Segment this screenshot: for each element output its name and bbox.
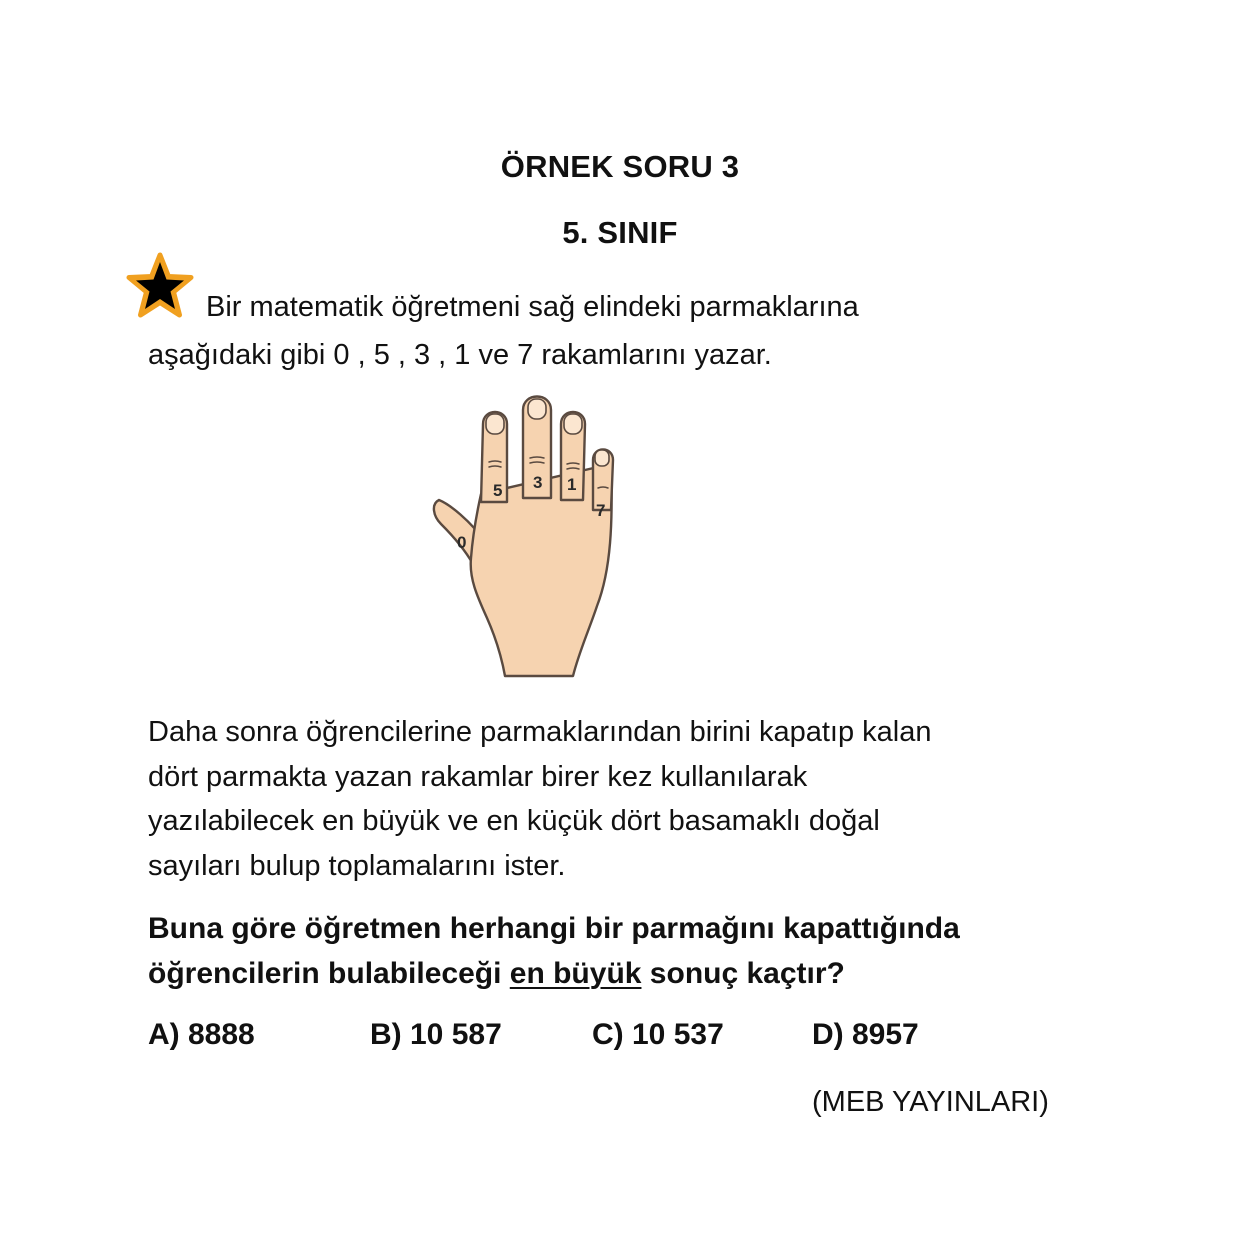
- question-segment: sonuç kaçtır?: [641, 956, 845, 990]
- grade-label: 5. SINIF: [562, 215, 678, 250]
- option-a[interactable]: A) 8888: [148, 1018, 255, 1051]
- paragraph-line: Daha sonra öğrencilerine parmaklarından birini kapatıp kalan: [148, 716, 932, 748]
- hand-illustration: [425, 392, 625, 682]
- source-label: (MEB YAYINLARI): [812, 1086, 1049, 1118]
- paragraph-line: dört parmakta yazan rakamlar birer kez kullanılarak: [148, 760, 808, 793]
- digit-ring: 1: [567, 475, 577, 494]
- digit-thumb: 0: [457, 533, 467, 552]
- answer-options: [148, 1018, 1108, 1062]
- paragraph-line: sayıları bulup toplamalarını ister.: [148, 849, 566, 882]
- question-segment: öğrencilerin bulabileceği: [148, 956, 510, 990]
- question-line: [148, 952, 1108, 997]
- digit-middle: 3: [533, 473, 543, 492]
- option-c[interactable]: C) 10 537: [592, 1018, 724, 1051]
- option-b[interactable]: B) 10 587: [370, 1018, 502, 1051]
- intro-text: [148, 283, 1108, 379]
- option-d[interactable]: D) 8957: [812, 1018, 919, 1051]
- intro-line: aşağıdaki gibi 0 , 5 , 3 , 1 ve 7 rakamlarını yazar.: [148, 339, 772, 371]
- intro-line: Bir matematik öğretmeni sağ elindeki parmaklarına: [206, 291, 859, 323]
- question-line: Buna göre öğretmen herhangi bir parmağını kapattığında: [148, 912, 960, 945]
- paragraph-line: yazılabilecek en büyük ve en küçük dört basamaklı doğal: [148, 805, 880, 837]
- underlined-phrase: en büyük: [509, 956, 642, 990]
- digit-index: 5: [493, 481, 503, 500]
- page-title: ÖRNEK SORU 3: [500, 149, 740, 184]
- problem-paragraph: [148, 710, 1108, 888]
- question-text: [148, 907, 1108, 996]
- digit-little: 7: [596, 501, 606, 520]
